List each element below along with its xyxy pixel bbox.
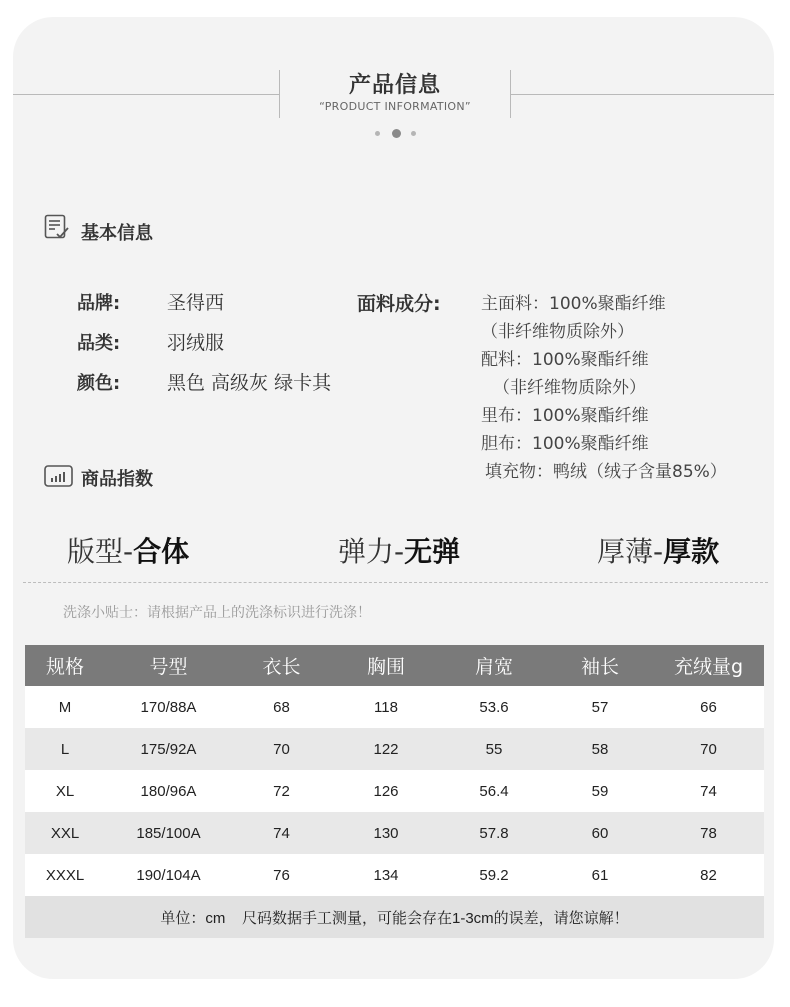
- fit-index-label: 版型-: [67, 535, 134, 568]
- column-header: 衣长: [232, 645, 331, 686]
- table-cell: 78: [653, 812, 764, 854]
- table-cell: 126: [331, 770, 441, 812]
- header-rule-right: [511, 94, 774, 95]
- table-cell: 55: [441, 728, 547, 770]
- table-cell: 56.4: [441, 770, 547, 812]
- header-rule-left: [13, 94, 279, 95]
- table-cell: 180/96A: [105, 770, 232, 812]
- brand-value: 圣得西: [167, 292, 225, 314]
- table-cell: 190/104A: [105, 854, 232, 896]
- product-index-heading: 商品指数: [81, 469, 153, 490]
- table-row: [25, 854, 764, 896]
- table-cell: 170/88A: [105, 686, 232, 728]
- table-cell: 175/92A: [105, 728, 232, 770]
- fabric-line: 填充物：鸭绒（绒子含量85%）: [485, 462, 727, 482]
- table-cell: 72: [232, 770, 331, 812]
- column-header: 袖长: [547, 645, 653, 686]
- stretch-index-value: 无弹: [404, 535, 461, 568]
- brand-label: 品牌:: [77, 293, 121, 314]
- table-cell: 118: [331, 686, 441, 728]
- table-cell: 82: [653, 854, 764, 896]
- table-cell: 185/100A: [105, 812, 232, 854]
- page-title: 产品信息: [348, 73, 441, 98]
- thickness-index-label: 厚薄-: [597, 535, 664, 568]
- table-cell: 134: [331, 854, 441, 896]
- fabric-line: 胆布：100%聚酯纤维: [481, 434, 649, 454]
- table-cell: 74: [653, 770, 764, 812]
- fit-index-value: 合体: [133, 535, 190, 568]
- column-header: 规格: [25, 645, 105, 686]
- fabric-line: 主面料：100%聚酯纤维: [481, 294, 666, 314]
- fabric-label: 面料成分:: [357, 293, 441, 315]
- column-header: 胸围: [331, 645, 441, 686]
- color-value: 黑色 高级灰 绿卡其: [167, 372, 332, 394]
- table-row: [25, 812, 764, 854]
- document-icon: [44, 214, 70, 240]
- table-cell: 58: [547, 728, 653, 770]
- pager-dot: [375, 131, 380, 136]
- table-cell: 61: [547, 854, 653, 896]
- table-cell: 53.6: [441, 686, 547, 728]
- thickness-index: [597, 530, 719, 570]
- table-cell: 76: [232, 854, 331, 896]
- table-cell: L: [25, 728, 105, 770]
- fabric-line: （非纤维物质除外）: [493, 378, 646, 398]
- basic-info-heading: 基本信息: [81, 223, 153, 244]
- table-cell: 70: [653, 728, 764, 770]
- table-footnote: 单位：cm 尺码数据手工测量，可能会存在1-3cm的误差，请您谅解！: [25, 896, 764, 938]
- table-cell: XL: [25, 770, 105, 812]
- table-footer-row: [25, 896, 764, 938]
- category-value: 羽绒服: [167, 332, 225, 354]
- table-row: [25, 770, 764, 812]
- page-subtitle: “PRODUCT INFORMATION”: [319, 100, 471, 113]
- table-cell: 122: [331, 728, 441, 770]
- column-header: 充绒量g: [653, 645, 764, 686]
- table-row: [25, 728, 764, 770]
- fabric-line: 里布：100%聚酯纤维: [481, 406, 649, 426]
- pager-dot: [411, 131, 416, 136]
- pager-dot-active: [392, 129, 401, 138]
- fit-index: [67, 530, 189, 570]
- table-cell: 130: [331, 812, 441, 854]
- thickness-index-value: 厚款: [663, 535, 720, 568]
- fabric-line: 配料：100%聚酯纤维: [481, 350, 649, 370]
- table-cell: 66: [653, 686, 764, 728]
- color-label: 颜色:: [77, 373, 121, 394]
- section-divider: [23, 582, 768, 583]
- table-cell: 59.2: [441, 854, 547, 896]
- size-table: [25, 645, 764, 938]
- signal-bars-icon: [44, 465, 73, 487]
- table-header-row: [25, 645, 764, 686]
- column-header: 号型: [105, 645, 232, 686]
- washing-tip: 洗涤小贴士：请根据产品上的洗涤标识进行洗涤！: [63, 605, 371, 621]
- table-cell: 68: [232, 686, 331, 728]
- table-cell: M: [25, 686, 105, 728]
- column-header: 肩宽: [441, 645, 547, 686]
- table-cell: XXXL: [25, 854, 105, 896]
- table-cell: XXL: [25, 812, 105, 854]
- table-cell: 70: [232, 728, 331, 770]
- table-cell: 57.8: [441, 812, 547, 854]
- table-cell: 57: [547, 686, 653, 728]
- table-cell: 60: [547, 812, 653, 854]
- stretch-index-label: 弹力-: [338, 535, 405, 568]
- stretch-index: [338, 530, 460, 570]
- table-cell: 74: [232, 812, 331, 854]
- table-row: [25, 686, 764, 728]
- table-cell: 59: [547, 770, 653, 812]
- fabric-line: （非纤维物质除外）: [481, 322, 634, 342]
- category-label: 品类:: [77, 333, 121, 354]
